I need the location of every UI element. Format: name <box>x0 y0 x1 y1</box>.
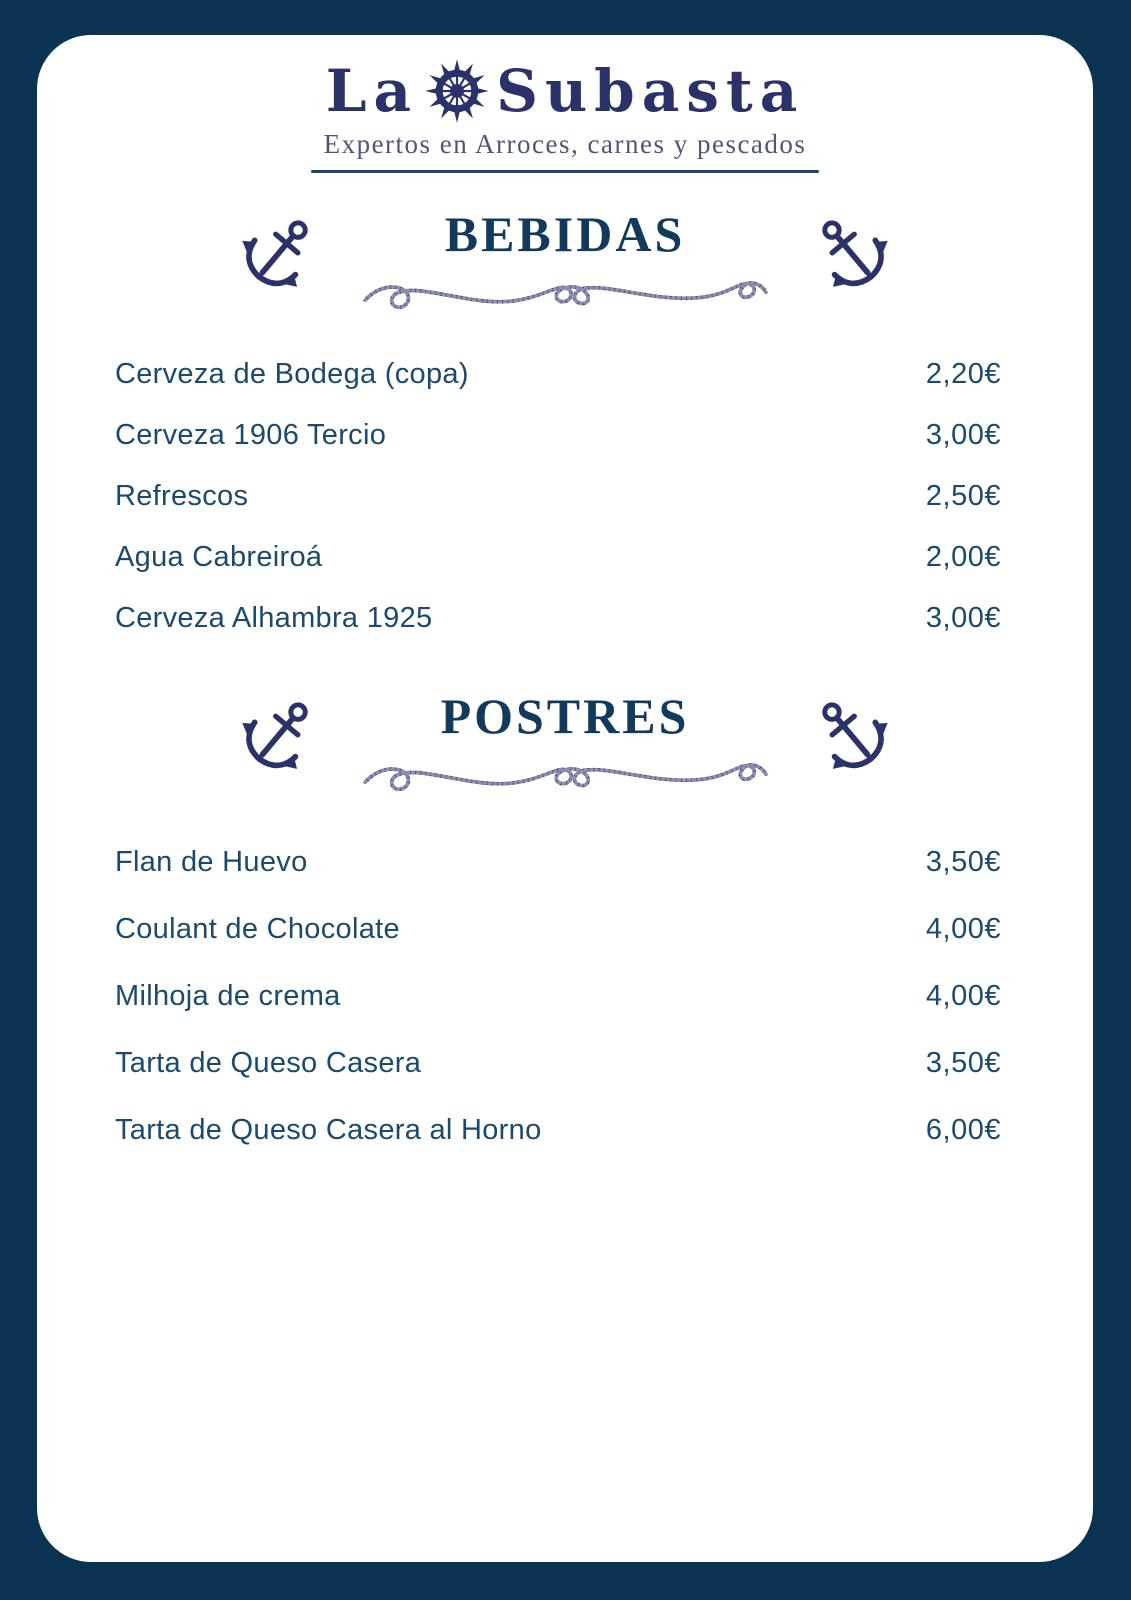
menu-item-row <box>115 1113 1001 1147</box>
header-divider <box>311 170 819 173</box>
menu-item-name: Refrescos <box>115 480 249 512</box>
menu-item-name: Cerveza Alhambra 1925 <box>115 602 433 634</box>
anchor-icon <box>794 195 910 313</box>
menu-item-price: 6,00€ <box>925 1114 1001 1146</box>
section-header <box>240 205 890 311</box>
section-title-block <box>330 687 800 793</box>
menu-item-price: 3,00€ <box>925 602 1001 634</box>
ship-wheel-icon <box>424 58 490 124</box>
menu-item-row <box>115 479 1001 513</box>
menu-card <box>37 35 1093 1562</box>
brand-name-rest: Subasta <box>496 57 805 125</box>
brand-tagline: Expertos en Arroces, carnes y pescados <box>323 129 807 159</box>
menu-item-price: 3,00€ <box>925 419 1001 451</box>
anchor-icon <box>220 195 336 313</box>
section-postres <box>37 687 1093 1147</box>
rope-divider <box>335 743 795 793</box>
menu-item-row <box>115 1046 1001 1080</box>
menu-item-price: 4,00€ <box>925 980 1001 1012</box>
section-title: POSTRES <box>440 688 690 744</box>
anchor-icon <box>220 677 336 795</box>
section-title: BEBIDAS <box>444 206 686 262</box>
menu-item-price: 2,00€ <box>925 541 1001 573</box>
anchor-icon <box>794 677 910 795</box>
menu-item-price: 3,50€ <box>925 1047 1001 1079</box>
section-header <box>240 687 890 793</box>
brand-header <box>37 57 1093 173</box>
brand-logo <box>37 57 1093 125</box>
menu-item-name: Cerveza 1906 Tercio <box>115 419 387 451</box>
menu-item-name: Agua Cabreiroá <box>115 541 323 573</box>
menu-item-row <box>115 979 1001 1013</box>
menu-item-row <box>115 601 1001 635</box>
menu-item-name: Flan de Huevo <box>115 846 308 878</box>
menu-item-row <box>115 540 1001 574</box>
menu-item-name: Tarta de Queso Casera al Horno <box>115 1114 542 1146</box>
menu-item-name: Coulant de Chocolate <box>115 913 400 945</box>
section-bebidas <box>37 205 1093 635</box>
menu-item-price: 3,50€ <box>925 846 1001 878</box>
section-title-block <box>330 205 800 311</box>
menu-item-name: Tarta de Queso Casera <box>115 1047 422 1079</box>
menu-item-name: Cerveza de Bodega (copa) <box>115 358 469 390</box>
menu-item-row <box>115 418 1001 452</box>
menu-list-bebidas <box>115 357 1001 635</box>
menu-item-name: Milhoja de crema <box>115 980 341 1012</box>
menu-item-row <box>115 845 1001 879</box>
menu-item-price: 2,50€ <box>925 480 1001 512</box>
brand-name-first: La <box>325 57 419 125</box>
rope-divider <box>335 261 795 311</box>
menu-list-postres <box>115 845 1001 1147</box>
menu-item-price: 2,20€ <box>925 358 1001 390</box>
menu-item-row <box>115 357 1001 391</box>
menu-item-price: 4,00€ <box>925 913 1001 945</box>
menu-item-row <box>115 912 1001 946</box>
